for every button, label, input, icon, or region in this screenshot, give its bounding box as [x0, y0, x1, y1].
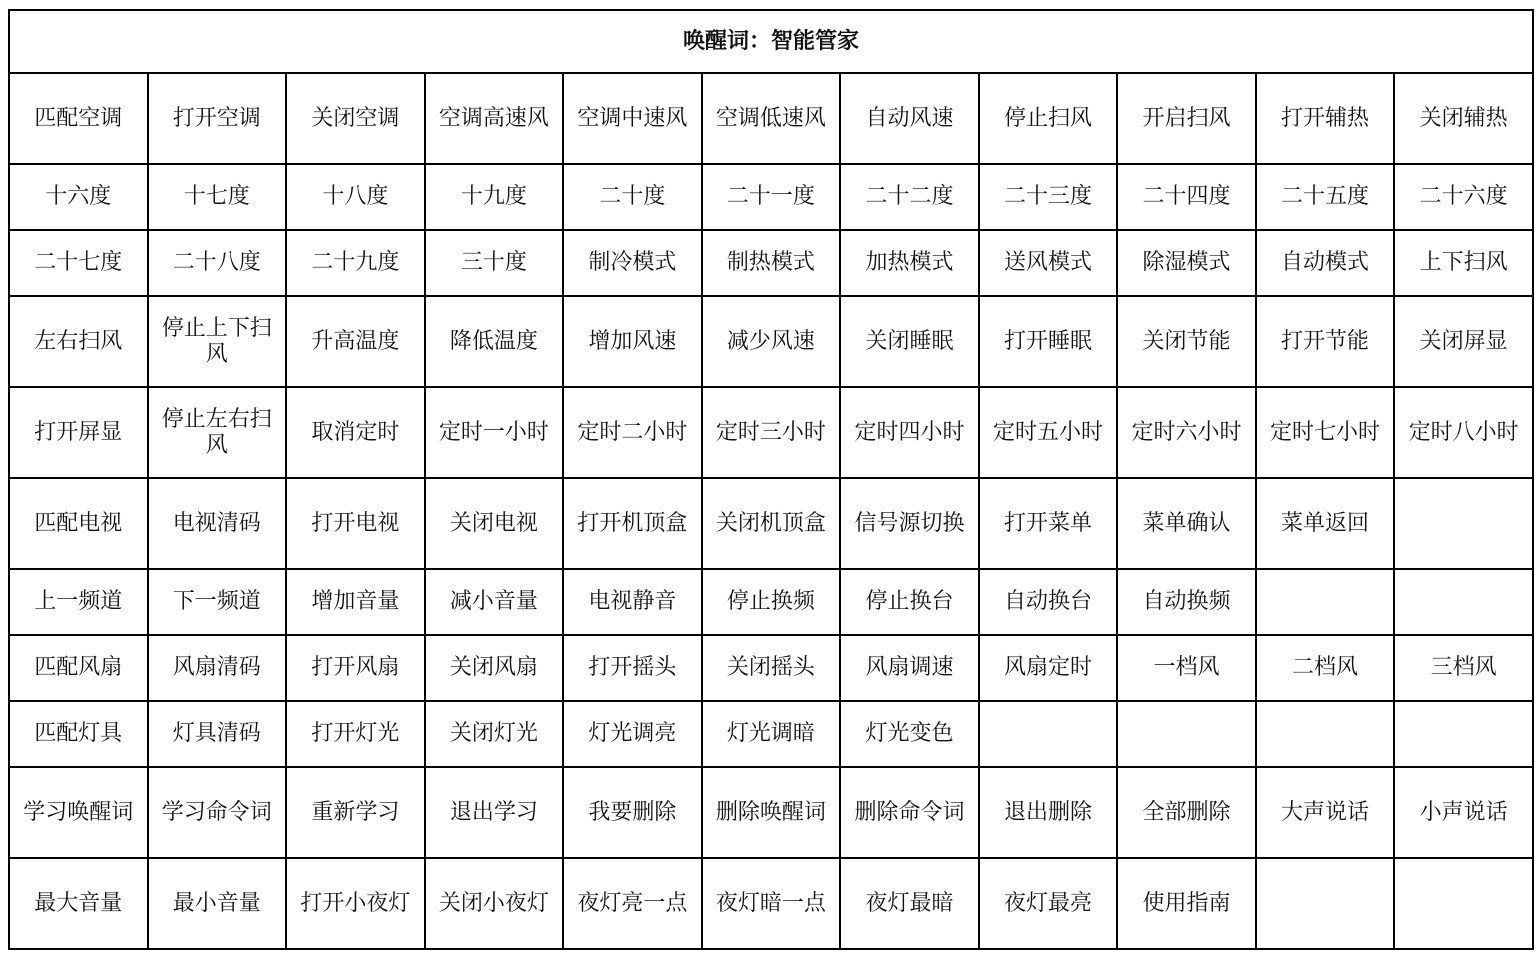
command-cell: 开启扫风	[1117, 73, 1256, 164]
command-cell: 学习唤醒词	[9, 767, 148, 858]
command-cell: 学习命令词	[148, 767, 287, 858]
empty-cell	[1256, 701, 1395, 767]
command-cell: 三十度	[425, 230, 564, 296]
command-cell: 减少风速	[702, 296, 841, 387]
command-cell: 灯具清码	[148, 701, 287, 767]
command-cell: 打开菜单	[979, 478, 1118, 569]
command-cell: 停止扫风	[979, 73, 1118, 164]
command-cell: 电视静音	[563, 569, 702, 635]
command-row	[9, 230, 1533, 296]
command-cell: 二十一度	[702, 164, 841, 230]
command-cell: 二十二度	[840, 164, 979, 230]
empty-cell	[1256, 569, 1395, 635]
command-cell: 灯光调亮	[563, 701, 702, 767]
command-cell: 左右扫风	[9, 296, 148, 387]
command-cell: 一档风	[1117, 635, 1256, 701]
command-cell: 降低温度	[425, 296, 564, 387]
command-cell: 增加风速	[563, 296, 702, 387]
command-row	[9, 767, 1533, 858]
command-cell: 退出学习	[425, 767, 564, 858]
command-cell: 灯光变色	[840, 701, 979, 767]
command-cell: 最小音量	[148, 858, 287, 949]
command-cell: 关闭灯光	[425, 701, 564, 767]
command-cell: 风扇调速	[840, 635, 979, 701]
command-cell: 二十度	[563, 164, 702, 230]
command-cell: 关闭节能	[1117, 296, 1256, 387]
command-cell: 关闭电视	[425, 478, 564, 569]
command-cell: 关闭机顶盒	[702, 478, 841, 569]
command-cell: 退出删除	[979, 767, 1118, 858]
command-row	[9, 164, 1533, 230]
empty-cell	[1394, 478, 1533, 569]
command-cell: 打开机顶盒	[563, 478, 702, 569]
command-cell: 定时七小时	[1256, 387, 1395, 478]
command-cell: 我要删除	[563, 767, 702, 858]
command-cell: 关闭摇头	[702, 635, 841, 701]
empty-cell	[1394, 569, 1533, 635]
command-cell: 菜单返回	[1256, 478, 1395, 569]
command-cell: 三档风	[1394, 635, 1533, 701]
command-cell: 下一频道	[148, 569, 287, 635]
command-cell: 上一频道	[9, 569, 148, 635]
command-row	[9, 569, 1533, 635]
command-cell: 信号源切换	[840, 478, 979, 569]
command-cell: 停止上下扫风	[148, 296, 287, 387]
command-cell: 停止左右扫风	[148, 387, 287, 478]
command-cell: 删除命令词	[840, 767, 979, 858]
command-cell: 风扇清码	[148, 635, 287, 701]
command-cell: 重新学习	[286, 767, 425, 858]
command-cell: 空调中速风	[563, 73, 702, 164]
voice-command-table	[8, 9, 1534, 950]
command-cell: 夜灯最亮	[979, 858, 1118, 949]
command-cell: 十六度	[9, 164, 148, 230]
command-cell: 关闭空调	[286, 73, 425, 164]
command-cell: 上下扫风	[1394, 230, 1533, 296]
empty-cell	[1256, 858, 1395, 949]
command-cell: 自动换频	[1117, 569, 1256, 635]
command-cell: 自动模式	[1256, 230, 1395, 296]
command-cell: 最大音量	[9, 858, 148, 949]
command-cell: 定时五小时	[979, 387, 1118, 478]
command-cell: 关闭睡眠	[840, 296, 979, 387]
command-cell: 十七度	[148, 164, 287, 230]
command-row	[9, 858, 1533, 949]
command-cell: 关闭风扇	[425, 635, 564, 701]
command-cell: 减小音量	[425, 569, 564, 635]
empty-cell	[1394, 701, 1533, 767]
title-row	[9, 10, 1533, 73]
command-cell: 关闭辅热	[1394, 73, 1533, 164]
command-cell: 定时二小时	[563, 387, 702, 478]
command-cell: 夜灯亮一点	[563, 858, 702, 949]
command-cell: 删除唤醒词	[702, 767, 841, 858]
command-cell: 关闭小夜灯	[425, 858, 564, 949]
command-cell: 打开空调	[148, 73, 287, 164]
command-cell: 制热模式	[702, 230, 841, 296]
command-cell: 制冷模式	[563, 230, 702, 296]
command-cell: 夜灯最暗	[840, 858, 979, 949]
command-cell: 升高温度	[286, 296, 425, 387]
command-cell: 打开电视	[286, 478, 425, 569]
command-cell: 二十五度	[1256, 164, 1395, 230]
command-row	[9, 387, 1533, 478]
command-cell: 送风模式	[979, 230, 1118, 296]
command-cell: 大声说话	[1256, 767, 1395, 858]
command-cell: 定时一小时	[425, 387, 564, 478]
command-cell: 打开节能	[1256, 296, 1395, 387]
command-cell: 匹配风扇	[9, 635, 148, 701]
command-cell: 风扇定时	[979, 635, 1118, 701]
command-cell: 定时八小时	[1394, 387, 1533, 478]
command-cell: 打开辅热	[1256, 73, 1395, 164]
command-cell: 定时六小时	[1117, 387, 1256, 478]
command-cell: 二十七度	[9, 230, 148, 296]
command-cell: 除湿模式	[1117, 230, 1256, 296]
command-cell: 停止换台	[840, 569, 979, 635]
command-cell: 匹配电视	[9, 478, 148, 569]
command-cell: 取消定时	[286, 387, 425, 478]
command-cell: 自动风速	[840, 73, 979, 164]
command-cell: 十九度	[425, 164, 564, 230]
command-cell: 十八度	[286, 164, 425, 230]
command-cell: 空调低速风	[702, 73, 841, 164]
command-cell: 夜灯暗一点	[702, 858, 841, 949]
command-row	[9, 73, 1533, 164]
command-cell: 空调高速风	[425, 73, 564, 164]
command-cell: 电视清码	[148, 478, 287, 569]
command-cell: 匹配灯具	[9, 701, 148, 767]
command-cell: 打开风扇	[286, 635, 425, 701]
command-cell: 定时四小时	[840, 387, 979, 478]
command-cell: 加热模式	[840, 230, 979, 296]
empty-cell	[1394, 858, 1533, 949]
command-cell: 灯光调暗	[702, 701, 841, 767]
command-cell: 二十八度	[148, 230, 287, 296]
command-cell: 打开灯光	[286, 701, 425, 767]
command-cell: 自动换台	[979, 569, 1118, 635]
empty-cell	[1117, 701, 1256, 767]
command-row	[9, 478, 1533, 569]
command-cell: 二十三度	[979, 164, 1118, 230]
command-cell: 打开摇头	[563, 635, 702, 701]
command-cell: 小声说话	[1394, 767, 1533, 858]
command-cell: 二十四度	[1117, 164, 1256, 230]
command-cell: 打开小夜灯	[286, 858, 425, 949]
command-cell: 打开睡眠	[979, 296, 1118, 387]
command-cell: 二十九度	[286, 230, 425, 296]
command-cell: 全部删除	[1117, 767, 1256, 858]
command-cell: 菜单确认	[1117, 478, 1256, 569]
command-cell: 二档风	[1256, 635, 1395, 701]
command-cell: 关闭屏显	[1394, 296, 1533, 387]
command-cell: 二十六度	[1394, 164, 1533, 230]
command-row	[9, 701, 1533, 767]
command-cell: 匹配空调	[9, 73, 148, 164]
command-row	[9, 296, 1533, 387]
command-cell: 定时三小时	[702, 387, 841, 478]
command-cell: 使用指南	[1117, 858, 1256, 949]
empty-cell	[979, 701, 1118, 767]
command-cell: 增加音量	[286, 569, 425, 635]
wake-word-title: 唤醒词：智能管家	[9, 10, 1533, 73]
command-row	[9, 635, 1533, 701]
command-cell: 打开屏显	[9, 387, 148, 478]
command-cell: 停止换频	[702, 569, 841, 635]
